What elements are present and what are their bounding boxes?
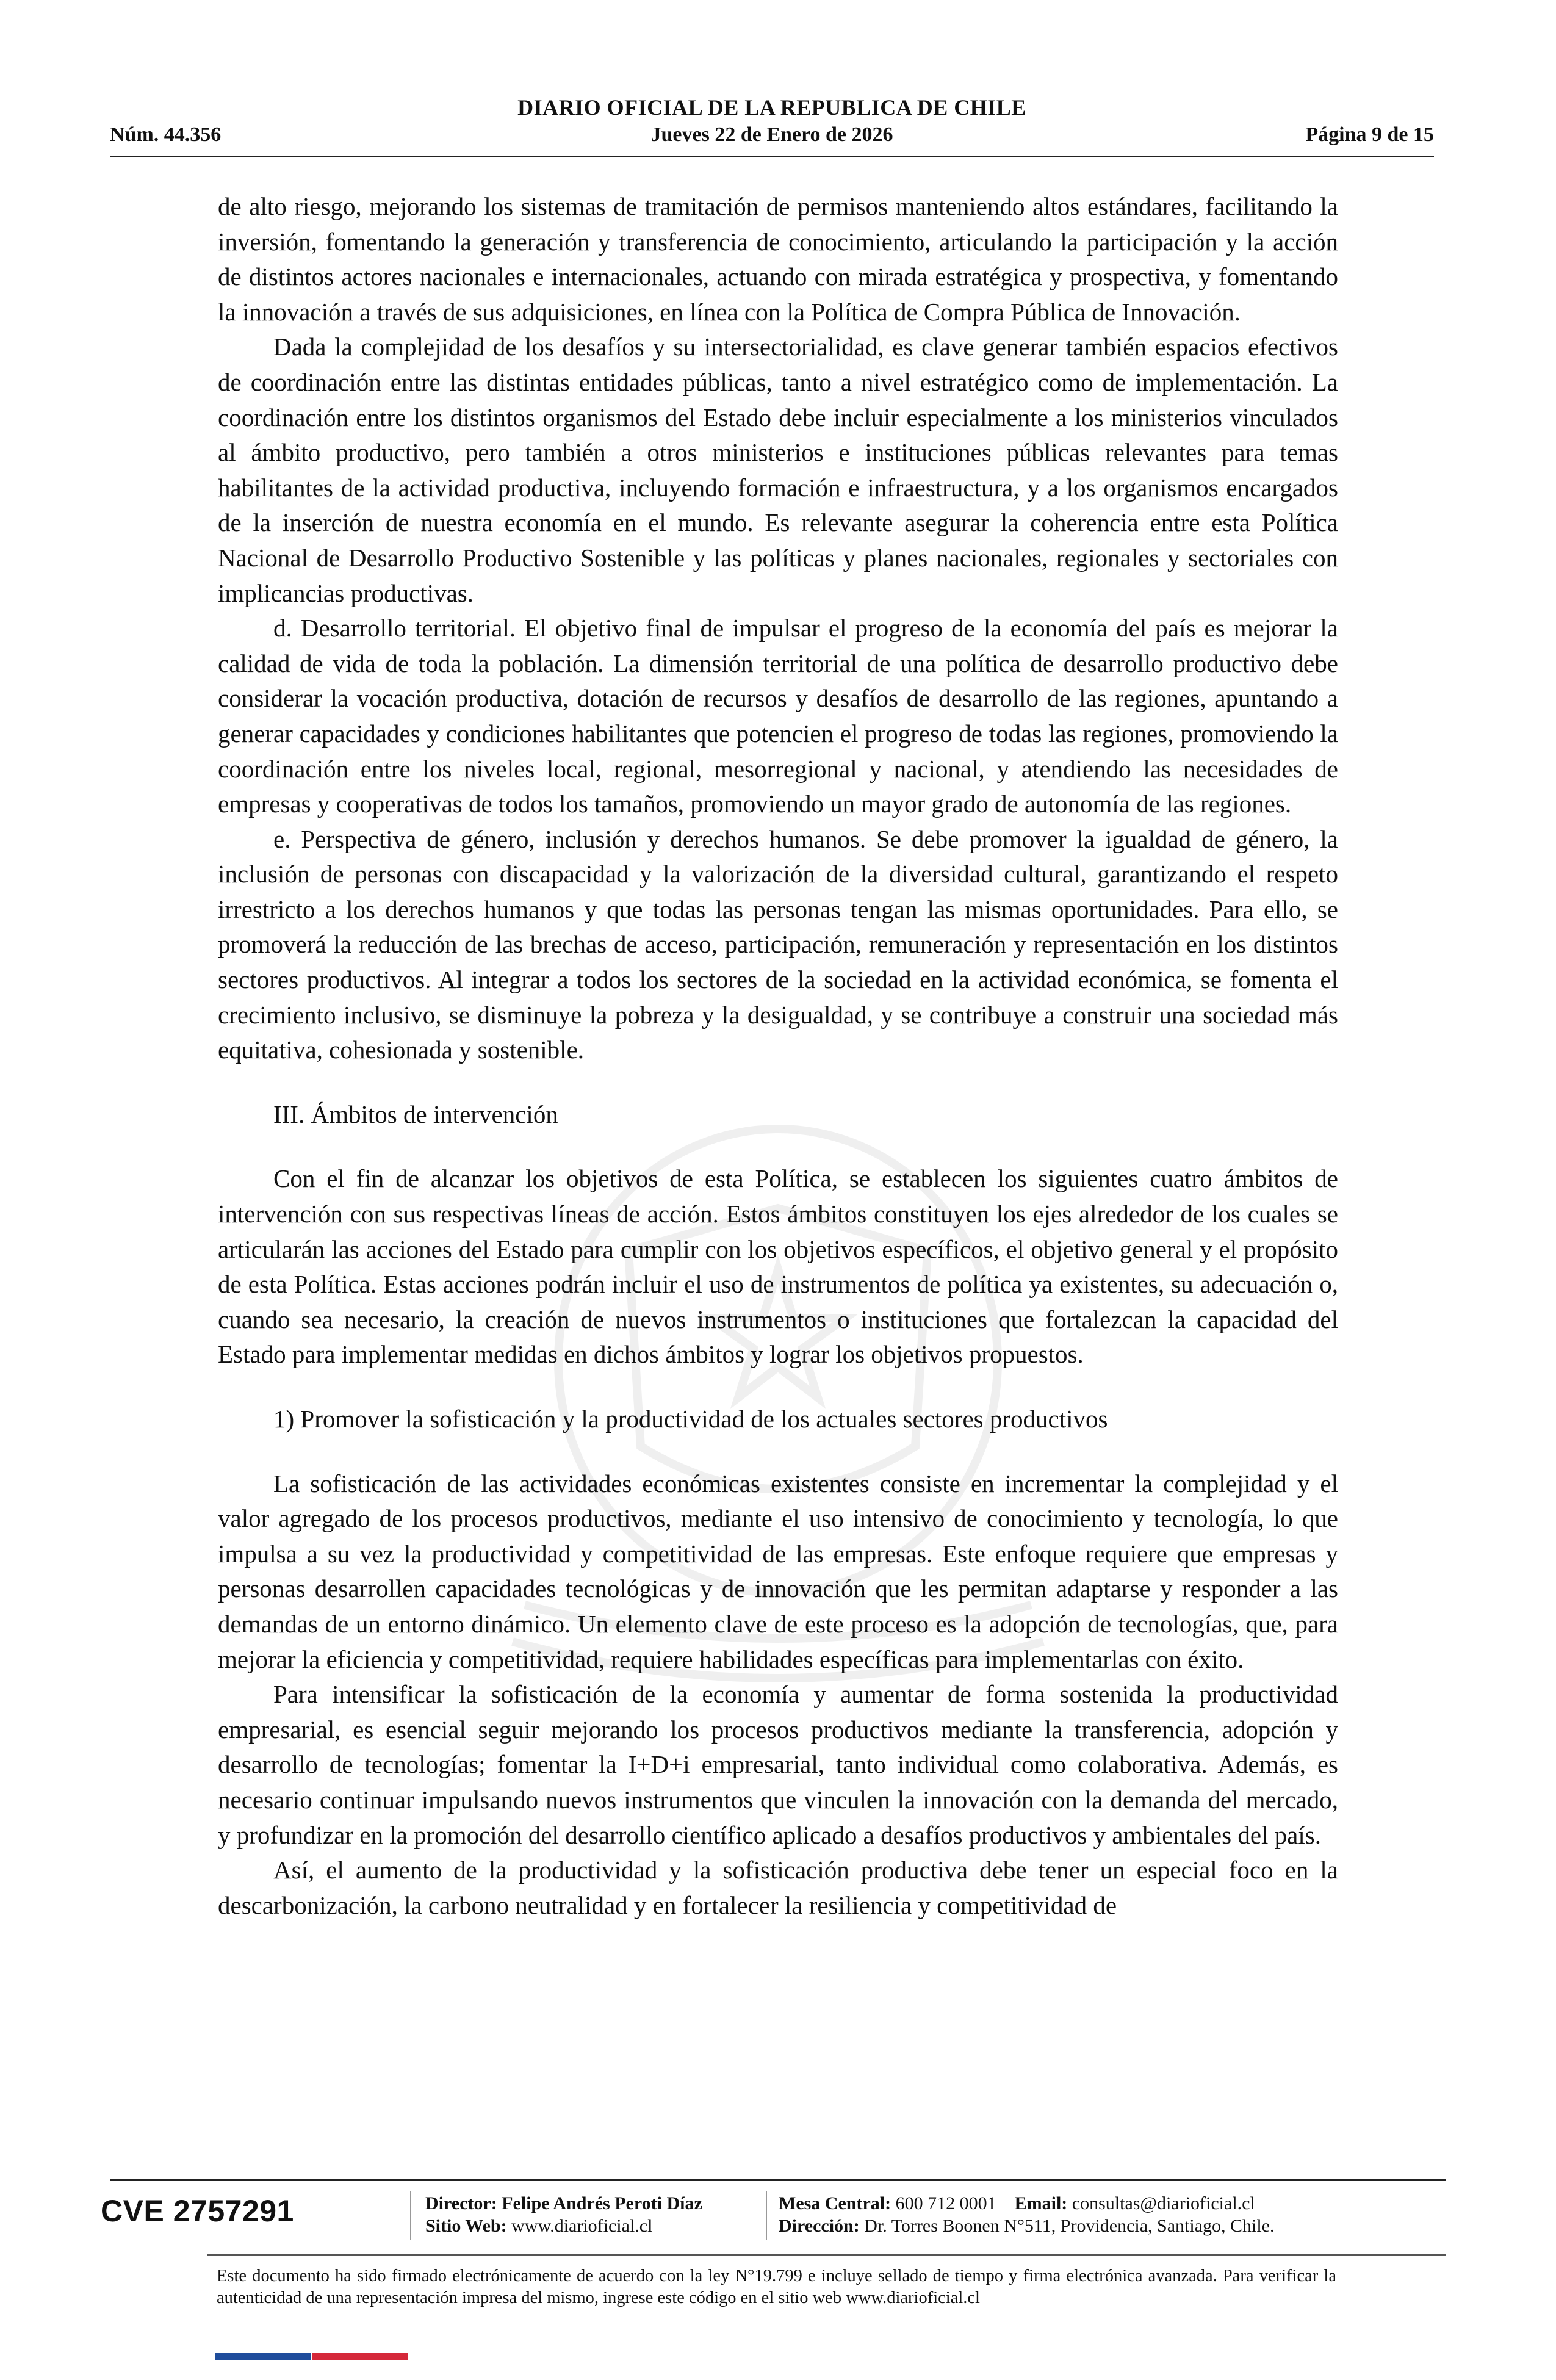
header-divider — [110, 156, 1434, 157]
flag-red-segment — [312, 2353, 408, 2360]
spacer — [218, 1132, 1338, 1161]
issue-number: Núm. 44.356 — [110, 123, 222, 146]
flag-color-bar — [215, 2353, 408, 2360]
spacer — [218, 1068, 1338, 1097]
address-value: Dr. Torres Boonen N°511, Providencia, Santiago, Chile. — [864, 2216, 1275, 2236]
issue-date: Jueves 22 de Enero de 2026 — [650, 123, 893, 146]
paragraph: Dada la complejidad de los desafíos y su intersectorialidad, es clave generar también espacios efectivos de coordinación entre las distintas entidades públicas, tanto a nivel estratégico como de implementación. La coordinación entre los distintos organismos del Estado debe incluir especialmente a los ministerios vinculados al ámbito productivo, pero también a otros ministerios e instituciones públicas relevantes para temas habilitantes de la actividad productiva, incluyendo formación e infraestructura, y a los organismos encargados de la inserción de nuestra economía en el mundo. Es relevante asegurar la coherencia entre esta Política Nacional de Desarrollo Productivo Sostenible y las políticas y planes nacionales, regionales y sectoriales con implicancias productivas. — [218, 333, 1338, 607]
website-label: Sitio Web: — [425, 2216, 507, 2236]
spacer — [218, 1372, 1338, 1402]
phone-label: Mesa Central: — [779, 2193, 891, 2213]
subsection-heading: 1) Promover la sofisticación y la productividad de los actuales sectores productivos — [273, 1405, 1108, 1433]
page-number: Página 9 de 15 — [1305, 123, 1434, 146]
document-body — [218, 189, 1338, 1923]
footer-contact-block — [779, 2192, 1275, 2237]
cve-code: CVE 2757291 — [101, 2194, 294, 2228]
director-name: Felipe Andrés Peroti Díaz — [502, 2193, 702, 2213]
email-label: Email: — [1014, 2193, 1068, 2213]
paragraph: Así, el aumento de la productividad y la sofisticación productiva debe tener un especial foco en la descarbonización, la carbono neutralidad y en fortalecer la resiliencia y competitividad de — [218, 1856, 1338, 1919]
notice-divider — [207, 2254, 1446, 2256]
website-link[interactable]: www.diarioficial.cl — [511, 2216, 653, 2236]
paragraph: La sofisticación de las actividades económicas existentes consiste en incrementar la complejidad y el valor agregado de los procesos productivos, mediante el uso intensivo de conocimiento y tecnología, lo que impulsa a su vez la productividad y competitividad de las empresas. Este enfoque requiere que empresas y personas desarrollen capacidades tecnológicas y de innovación que les permitan adaptarse y responder a las demandas de un entorno dinámico. Un elemento clave de este proceso es la adopción de tecnologías, que, para mejorar la eficiencia y competitividad, requiere habilidades específicas para implementarlas con éxito. — [218, 1469, 1338, 1673]
footer-separator — [410, 2191, 411, 2240]
newspaper-title: DIARIO OFICIAL DE LA REPUBLICA DE CHILE — [517, 95, 1026, 120]
paragraph: Con el fin de alcanzar los objetivos de esta Política, se establecen los siguientes cuatro ámbitos de intervención con sus respectivas líneas de acción. Estos ámbitos constituyen los ejes alrededor de los cuales se articularán las acciones del Estado para cumplir con los objetivos específicos, el objetivo general y el propósito de esta Política. Estas acciones podrán incluir el uso de instrumentos de política ya existentes, su adecuación o, cuando sea necesario, la creación de nuevos instrumentos o instituciones que fortalezcan la capacidad del Estado para implementar medidas en dichos ámbitos y lograr los objetivos propuestos. — [218, 1164, 1338, 1369]
flag-blue-segment — [215, 2353, 311, 2360]
page-header — [110, 95, 1434, 156]
signature-notice: Este documento ha sido firmado electrónicamente de acuerdo con la ley N°19.799 e incluye sellado de tiempo y firma electrónica avanzada. Para verificar la autenticidad de una representación impresa del mismo, ingrese este código en el sitio web www.diarioficial.cl — [217, 2266, 1336, 2307]
footer-director-block — [425, 2192, 702, 2237]
paragraph: de alto riesgo, mejorando los sistemas de tramitación de permisos manteniendo altos estándares, facilitando la inversión, fomentando la generación y transferencia de conocimiento, articulando la participación y la acción de distintos actores nacionales e internacionales, actuando con mirada estratégica y prospectiva, y fomentando la innovación a través de sus adquisiciones, en línea con la Política de Compra Pública de Innovación. — [218, 192, 1338, 326]
footer-divider — [110, 2179, 1446, 2181]
section-heading: III. Ámbitos de intervención — [273, 1100, 558, 1128]
email-link[interactable]: consultas@diarioficial.cl — [1072, 2193, 1255, 2213]
spacer — [218, 1437, 1338, 1466]
paragraph: d. Desarrollo territorial. El objetivo final de impulsar el progreso de la economía del país es mejorar la calidad de vida de toda la población. La dimensión territorial de una política de desarrollo productivo debe considerar la vocación productiva, dotación de recursos y desafíos de desarrollo de las regiones, apuntando a generar capacidades y condiciones habilitantes que potencien el progreso de todas las regiones, promoviendo la coordinación entre los niveles local, regional, mesorregional y nacional, y atendiendo las necesidades de empresas y cooperativas de todos los tamaños, promoviendo un mayor grado de autonomía de las regiones. — [218, 614, 1338, 818]
footer-separator — [766, 2191, 767, 2240]
paragraph: Para intensificar la sofisticación de la economía y aumentar de forma sostenida la productividad empresarial, es esencial seguir mejorando los procesos productivos mediante la transferencia, adopción y desarrollo de tecnologías; fomentar la I+D+i empresarial, tanto individual como colaborativa. Además, es necesario continuar impulsando nuevos instrumentos que vinculen la innovación con la demanda del mercado, y profundizar en la promoción del desarrollo científico aplicado a desafíos productivos y ambientales del país. — [218, 1680, 1338, 1849]
paragraph: e. Perspectiva de género, inclusión y derechos humanos. Se debe promover la igualdad de género, la inclusión de personas con discapacidad y la valorización de la diversidad cultural, garantizando el respeto irrestricto a los derechos humanos y que todas las personas tengan las mismas oportunidades. Para ello, se promoverá la reducción de las brechas de acceso, participación, remuneración y representación en los distintos sectores productivos. Al integrar a todos los sectores de la sociedad en la actividad económica, se fomenta el crecimiento inclusivo, se disminuye la pobreza y la desigualdad, y se contribuye a construir una sociedad más equitativa, cohesionada y sostenible. — [218, 824, 1338, 1064]
director-label: Director: — [425, 2193, 497, 2213]
address-label: Dirección: — [779, 2216, 860, 2236]
phone-value: 600 712 0001 — [895, 2193, 996, 2213]
